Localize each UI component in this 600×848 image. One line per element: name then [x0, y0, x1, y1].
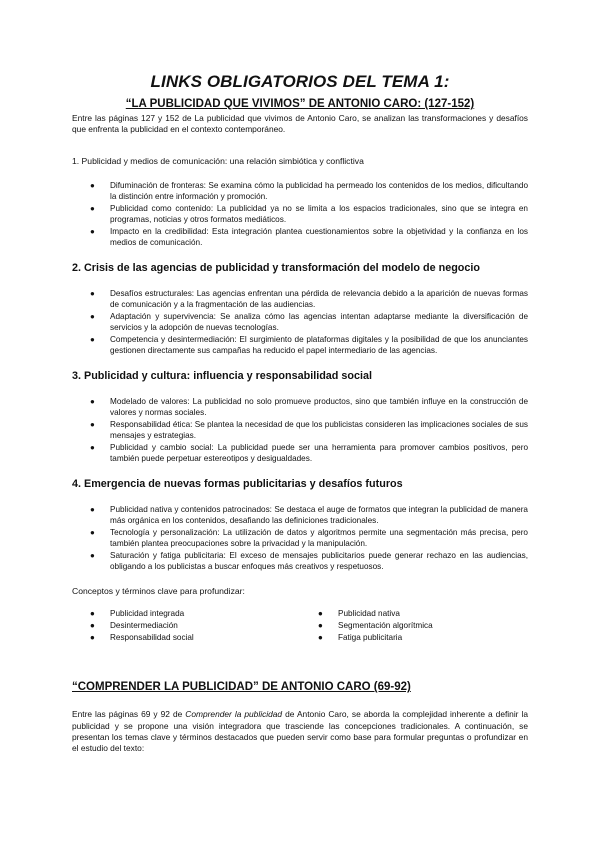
bullet-icon: ● — [90, 443, 95, 453]
section-3-title: 3. Publicidad y cultura: influencia y responsabilidad social — [72, 370, 372, 383]
book2-heading: “COMPRENDER LA PUBLICIDAD” DE ANTONIO CARO (69-92) — [72, 681, 411, 694]
bullet-icon: ● — [90, 420, 95, 430]
concepts-heading: Conceptos y términos clave para profundizar: — [72, 586, 245, 597]
list-item: ● Tecnología y personalización: La utilización de datos y algoritmos permite una segmentación más precisa, pero también plantea preocupaciones sobre la privacidad y la manipulación. — [90, 528, 528, 549]
list-item: ● Responsabilidad social — [90, 633, 194, 643]
list-item: ● Impacto en la credibilidad: Esta integración plantea cuestionamientos sobre la objetividad y la confianza en los medios de comunicación. — [90, 227, 528, 248]
list-item: ● Fatiga publicitaria — [318, 633, 403, 643]
list-item: ● Modelado de valores: La publicidad no solo promueve productos, sino que también influye en la construcción de valores y normas sociales. — [90, 397, 528, 418]
list-item: ● Saturación y fatiga publicitaria: El exceso de mensajes publicitarios puede generar rechazo en las audiencias, obligando a los publicistas a buscar enfoques más creativos y respetuosos. — [90, 551, 528, 572]
list-item: ● Desintermediación — [90, 621, 178, 631]
bullet-icon: ● — [90, 289, 95, 299]
bullet-icon: ● — [318, 609, 323, 619]
list-item: ● Competencia y desintermediación: El surgimiento de plataformas digitales y la posibilidad de que los anunciantes gestionen directamente sus campañas ha reducido el papel intermediario de las agencias. — [90, 335, 528, 356]
book1-heading: “LA PUBLICIDAD QUE VIVIMOS” DE ANTONIO CARO: (127-152) — [125, 98, 475, 110]
list-item: ● Responsabilidad ética: Se plantea la necesidad de que los publicistas consideren las implicaciones sociales de sus mensajes y estrategias. — [90, 420, 528, 441]
page-title: LINKS OBLIGATORIOS DEL TEMA 1: — [150, 72, 450, 91]
bullet-icon: ● — [318, 633, 323, 643]
bullet-icon: ● — [90, 335, 95, 345]
bullet-icon: ● — [90, 227, 95, 237]
bullet-icon: ● — [90, 181, 95, 191]
list-item: ● Publicidad nativa — [318, 609, 400, 619]
list-item: ● Adaptación y supervivencia: Se analiza cómo las agencias intentan adaptarse mediante la diversificación de servicios y la adopción de nuevas tecnologías. — [90, 312, 528, 333]
list-item: ● Desafíos estructurales: Las agencias enfrentan una pérdida de relevancia debido a la aparición de nuevas formas de comunicación y a la fragmentación de las audiencias. — [90, 289, 528, 310]
section-1-title: 1. Publicidad y medios de comunicación: una relación simbiótica y conflictiva — [72, 156, 364, 167]
bullet-icon: ● — [318, 621, 323, 631]
list-item: ● Publicidad integrada — [90, 609, 185, 619]
concepts-column-left — [72, 608, 300, 644]
section-3-list — [72, 396, 528, 464]
list-item: ● Difuminación de fronteras: Se examina cómo la publicidad ha permeado los contenidos de los medios, dificultando la distinción entre información y promoción. — [90, 181, 528, 202]
section-2-title: 2. Crisis de las agencias de publicidad y transformación del modelo de negocio — [72, 262, 480, 275]
list-item: ● Segmentación algorítmica — [318, 621, 433, 631]
bullet-icon: ● — [90, 528, 95, 538]
list-item: ● Publicidad y cambio social: La publicidad puede ser una herramienta para promover cambios positivos, pero también puede perpetuar estereotipos y desigualdades. — [90, 443, 528, 464]
book-title-emphasis: Comprender la publicidad — [185, 709, 283, 720]
concepts-column-right — [300, 608, 528, 644]
section-2-list — [72, 288, 528, 356]
bullet-icon: ● — [90, 204, 95, 214]
list-item: ● Publicidad como contenido: La publicidad ya no se limita a los espacios tradicionales, sino que se integra en programas, noticias y otros formatos mediáticos. — [90, 204, 528, 225]
bullet-icon: ● — [90, 609, 95, 619]
bullet-icon: ● — [90, 621, 95, 631]
section-4-list — [72, 504, 528, 572]
list-item: ● Publicidad nativa y contenidos patrocinados: Se destaca el auge de formatos que integran la publicidad de manera más orgánica en los contenidos, desafiando las definiciones tradicionales. — [90, 505, 528, 526]
concepts-list — [72, 608, 528, 644]
bullet-icon: ● — [90, 312, 95, 322]
bullet-icon: ● — [90, 551, 95, 561]
section-4-title: 4. Emergencia de nuevas formas publicitarias y desafíos futuros — [72, 478, 403, 491]
bullet-icon: ● — [90, 633, 95, 643]
book2-intro: Entre las páginas 69 y 92 de Comprender la publicidad de Antonio Caro, se aborda la complejidad inherente a definir la publicidad y se propone una visión integradora que trasciende las concepciones tradicionales. A continuación, se presentan los temas clave y términos destacados que pueden servir como base para formular preguntas o profundizar en el estudio del texto: — [72, 709, 528, 754]
section-1-list — [72, 180, 528, 248]
bullet-icon: ● — [90, 397, 95, 407]
bullet-icon: ● — [90, 505, 95, 515]
book1-intro: Entre las páginas 127 y 152 de La publicidad que vivimos de Antonio Caro, se analizan las transformaciones y desafíos que enfrenta la publicidad en el contexto contemporáneo. — [72, 113, 528, 135]
